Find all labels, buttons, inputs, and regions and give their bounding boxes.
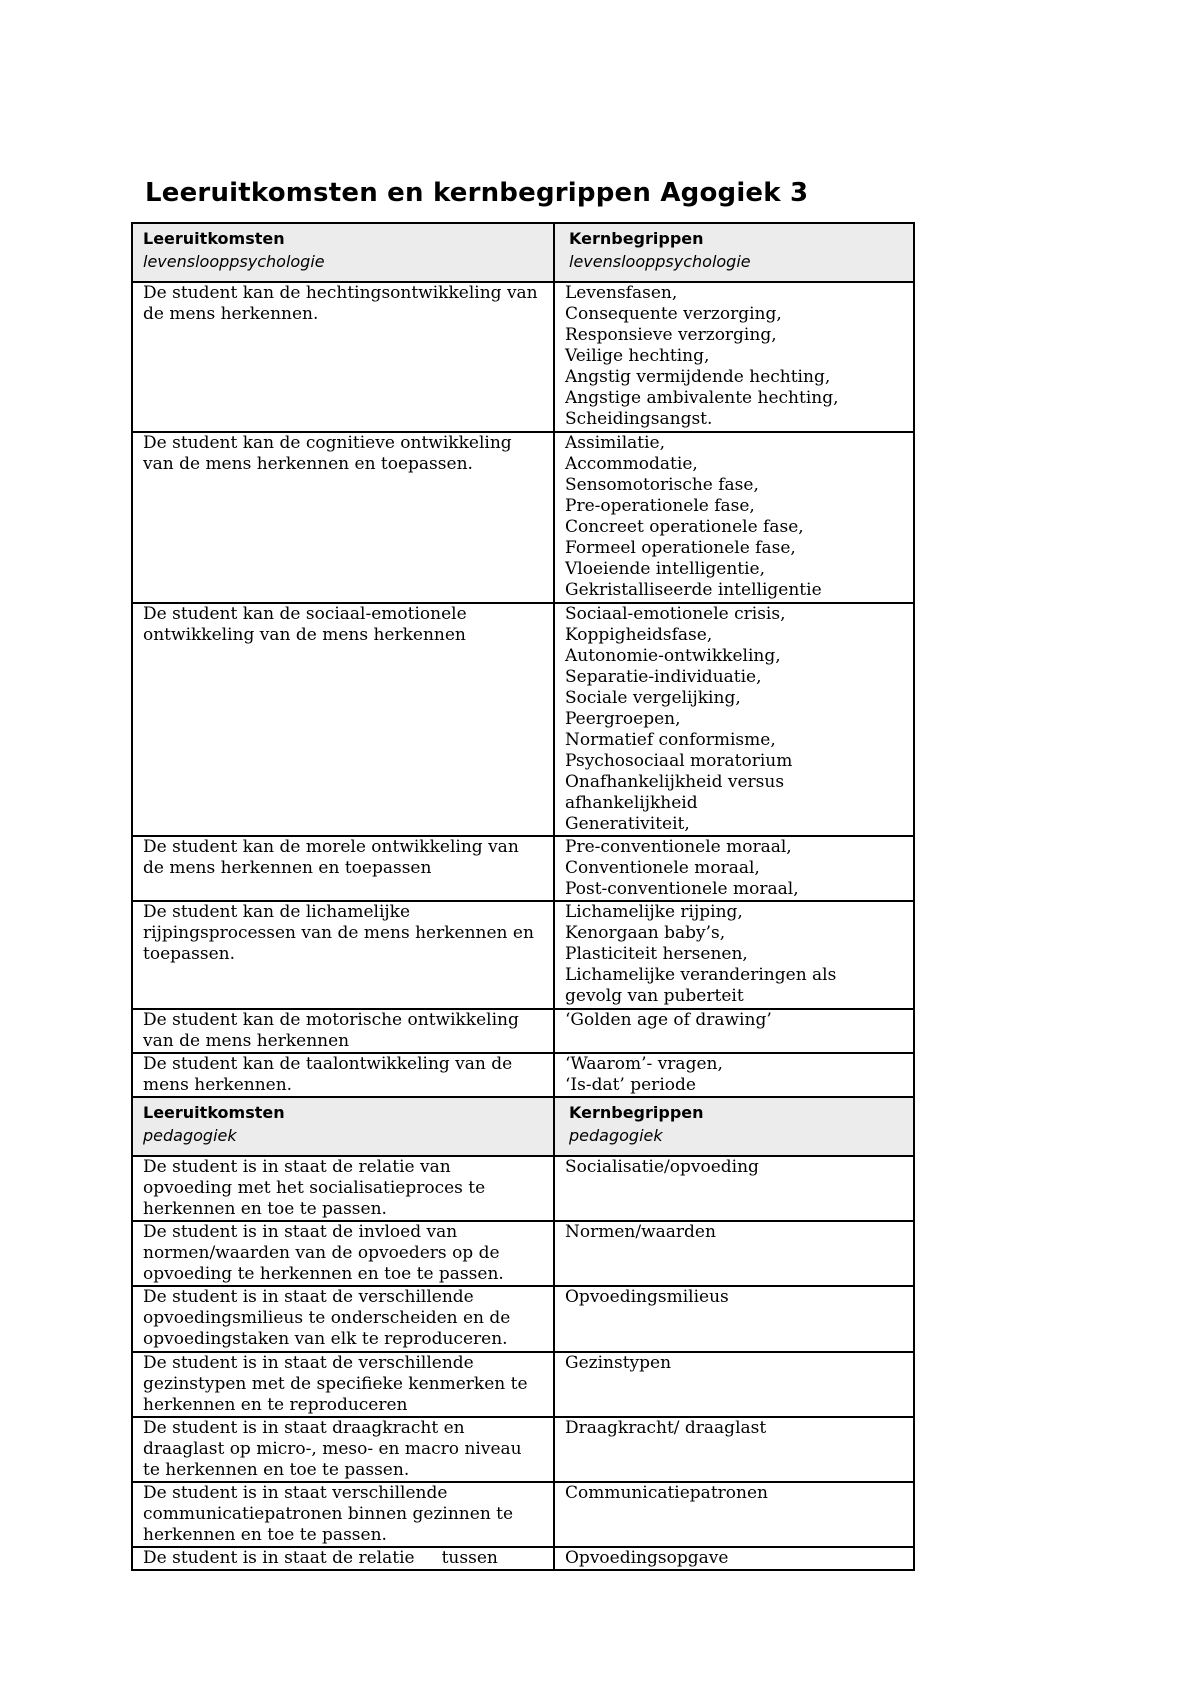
term-item: Draagkracht/ draaglast: [565, 1418, 767, 1438]
outcome-text: De student kan de cognitieve ontwikkeling van de mens herkennen en toepassen.: [143, 433, 518, 474]
term-item: Vloeiende intelligentie,: [565, 559, 766, 579]
term-item: ‘Waarom’- vragen,: [565, 1054, 723, 1074]
terms-cell: [554, 1482, 914, 1547]
table-row: [132, 1547, 914, 1570]
outcome-text: De student kan de motorische ontwikkeling van de mens herkennen: [143, 1010, 525, 1051]
term-item: Conventionele moraal,: [565, 858, 760, 878]
outcome-text: De student kan de hechtingsontwikkeling van de mens herkennen.: [143, 283, 544, 324]
term-item: Kenorgaan baby’s,: [565, 923, 726, 943]
term-item: Psychosociaal moratorium: [565, 751, 793, 771]
terms-cell: [554, 432, 914, 603]
term-item: Accommodatie,: [565, 454, 698, 474]
outcomes-table: [131, 222, 915, 1571]
term-item: Normen/waarden: [565, 1222, 716, 1242]
outcome-cell: [132, 901, 554, 1009]
outcome-cell: [132, 432, 554, 603]
term-item: gevolg van puberteit: [565, 986, 744, 1006]
term-item: Assimilatie,: [565, 433, 666, 453]
table-row: [132, 1286, 914, 1352]
outcome-text: De student is in staat de invloed van normen/waarden van de opvoeders op de opvoeding te herkennen en toe te passen.: [143, 1222, 505, 1284]
header-cell-outcomes: [132, 1097, 554, 1156]
terms-cell: [554, 1009, 914, 1053]
term-item: Gekristalliseerde intelligentie: [565, 580, 822, 600]
outcome-text: De student kan de morele ontwikkeling van de mens herkennen en toepassen: [143, 837, 525, 878]
term-item: Post-conventionele moraal,: [565, 879, 799, 899]
outcome-cell: [132, 1286, 554, 1352]
term-item: Angstig vermijdende hechting,: [565, 367, 831, 387]
outcome-text: De student is in staat verschillende communicatiepatronen binnen gezinnen te herkennen en toe te passen.: [143, 1483, 519, 1545]
table-header-row: [132, 223, 914, 282]
header-title: Kernbegrippen: [569, 229, 704, 248]
outcome-text: De student is in staat de relatie tussen: [143, 1548, 498, 1568]
term-item: Formeel operationele fase,: [565, 538, 796, 558]
page-title: Leeruitkomsten en kernbegrippen Agogiek 3: [145, 178, 809, 208]
table-row: [132, 1053, 914, 1097]
outcome-cell: [132, 1053, 554, 1097]
header-title: Leeruitkomsten: [143, 1103, 285, 1122]
term-item: Onafhankelijkheid versus: [565, 772, 785, 792]
table-header-row: [132, 1097, 914, 1156]
outcome-cell: [132, 1482, 554, 1547]
outcome-text: De student kan de lichamelijke rijpingsprocessen van de mens herkennen en toepassen.: [143, 902, 540, 964]
terms-cell: [554, 1547, 914, 1570]
term-item: Socialisatie/opvoeding: [565, 1157, 759, 1177]
terms-cell: [554, 603, 914, 836]
header-subtitle: levenslooppsychologie: [569, 252, 751, 271]
term-item: Plasticiteit hersenen,: [565, 944, 748, 964]
term-item: Opvoedingsopgave: [565, 1548, 729, 1568]
outcome-text: De student kan de taalontwikkeling van de mens herkennen.: [143, 1054, 518, 1095]
table-row: [132, 1009, 914, 1053]
term-item: Sensomotorische fase,: [565, 475, 759, 495]
term-item: Sociale vergelijking,: [565, 688, 741, 708]
outcome-cell: [132, 1547, 554, 1570]
header-subtitle: pedagogiek: [569, 1126, 663, 1145]
outcome-text: De student kan de sociaal-emotionele ontwikkeling van de mens herkennen: [143, 604, 473, 645]
term-item: ‘Is-dat’ periode: [565, 1075, 696, 1095]
term-item: Peergroepen,: [565, 709, 681, 729]
header-subtitle: levenslooppsychologie: [143, 252, 325, 271]
table-row: [132, 1417, 914, 1482]
term-item: Pre-conventionele moraal,: [565, 837, 792, 857]
term-item: Responsieve verzorging,: [565, 325, 777, 345]
term-item: Opvoedingsmilieus: [565, 1287, 729, 1307]
table-row: [132, 282, 914, 432]
outcome-cell: [132, 282, 554, 432]
term-item: Veilige hechting,: [565, 346, 710, 366]
term-item: Communicatiepatronen: [565, 1483, 768, 1503]
terms-cell: [554, 1053, 914, 1097]
header-cell-terms: [554, 1097, 914, 1156]
term-item: Lichamelijke veranderingen als: [565, 965, 837, 985]
term-item: afhankelijkheid: [565, 793, 698, 813]
terms-cell: [554, 1352, 914, 1417]
terms-cell: [554, 1221, 914, 1286]
outcome-cell: [132, 1417, 554, 1482]
term-item: Scheidingsangst.: [565, 409, 713, 429]
terms-cell: [554, 1286, 914, 1352]
header-title: Leeruitkomsten: [143, 229, 285, 248]
header-subtitle: pedagogiek: [143, 1126, 237, 1145]
header-cell-terms: [554, 223, 914, 282]
table-row: [132, 603, 914, 836]
terms-cell: [554, 282, 914, 432]
term-item: Concreet operationele fase,: [565, 517, 804, 537]
term-item: Consequente verzorging,: [565, 304, 782, 324]
header-cell-outcomes: [132, 223, 554, 282]
term-item: Autonomie-ontwikkeling,: [565, 646, 781, 666]
term-item: Angstige ambivalente hechting,: [565, 388, 839, 408]
outcome-text: De student is in staat de verschillende opvoedingsmilieus te onderscheiden en de opvoedingstaken van elk te reproduceren.: [143, 1287, 516, 1349]
term-item: ‘Golden age of drawing’: [565, 1010, 772, 1030]
term-item: Sociaal-emotionele crisis,: [565, 604, 786, 624]
term-item: Generativiteit,: [565, 814, 690, 834]
outcome-cell: [132, 836, 554, 901]
terms-cell: [554, 836, 914, 901]
term-item: Levensfasen,: [565, 283, 678, 303]
term-item: Normatief conformisme,: [565, 730, 776, 750]
outcome-text: De student is in staat de relatie van opvoeding met het socialisatieproces te herkennen en toe te passen.: [143, 1157, 491, 1219]
table-row: [132, 836, 914, 901]
table-row: [132, 1482, 914, 1547]
terms-cell: [554, 1417, 914, 1482]
table-row: [132, 1221, 914, 1286]
outcome-cell: [132, 603, 554, 836]
term-item: Separatie-individuatie,: [565, 667, 762, 687]
table-row: [132, 901, 914, 1009]
outcome-cell: [132, 1009, 554, 1053]
table-row: [132, 1156, 914, 1221]
outcome-cell: [132, 1156, 554, 1221]
term-item: Koppigheidsfase,: [565, 625, 713, 645]
term-item: Pre-operationele fase,: [565, 496, 755, 516]
outcome-cell: [132, 1352, 554, 1417]
outcome-cell: [132, 1221, 554, 1286]
term-item: Lichamelijke rijping,: [565, 902, 743, 922]
terms-cell: [554, 901, 914, 1009]
terms-cell: [554, 1156, 914, 1221]
outcome-text: De student is in staat de verschillende gezinstypen met de specifieke kenmerken te herkennen en te reproduceren: [143, 1353, 533, 1415]
table-row: [132, 432, 914, 603]
outcome-text: De student is in staat draagkracht en draaglast op micro-, meso- en macro niveau te herkennen en toe te passen.: [143, 1418, 527, 1480]
term-item: Gezinstypen: [565, 1353, 672, 1373]
header-title: Kernbegrippen: [569, 1103, 704, 1122]
table-row: [132, 1352, 914, 1417]
